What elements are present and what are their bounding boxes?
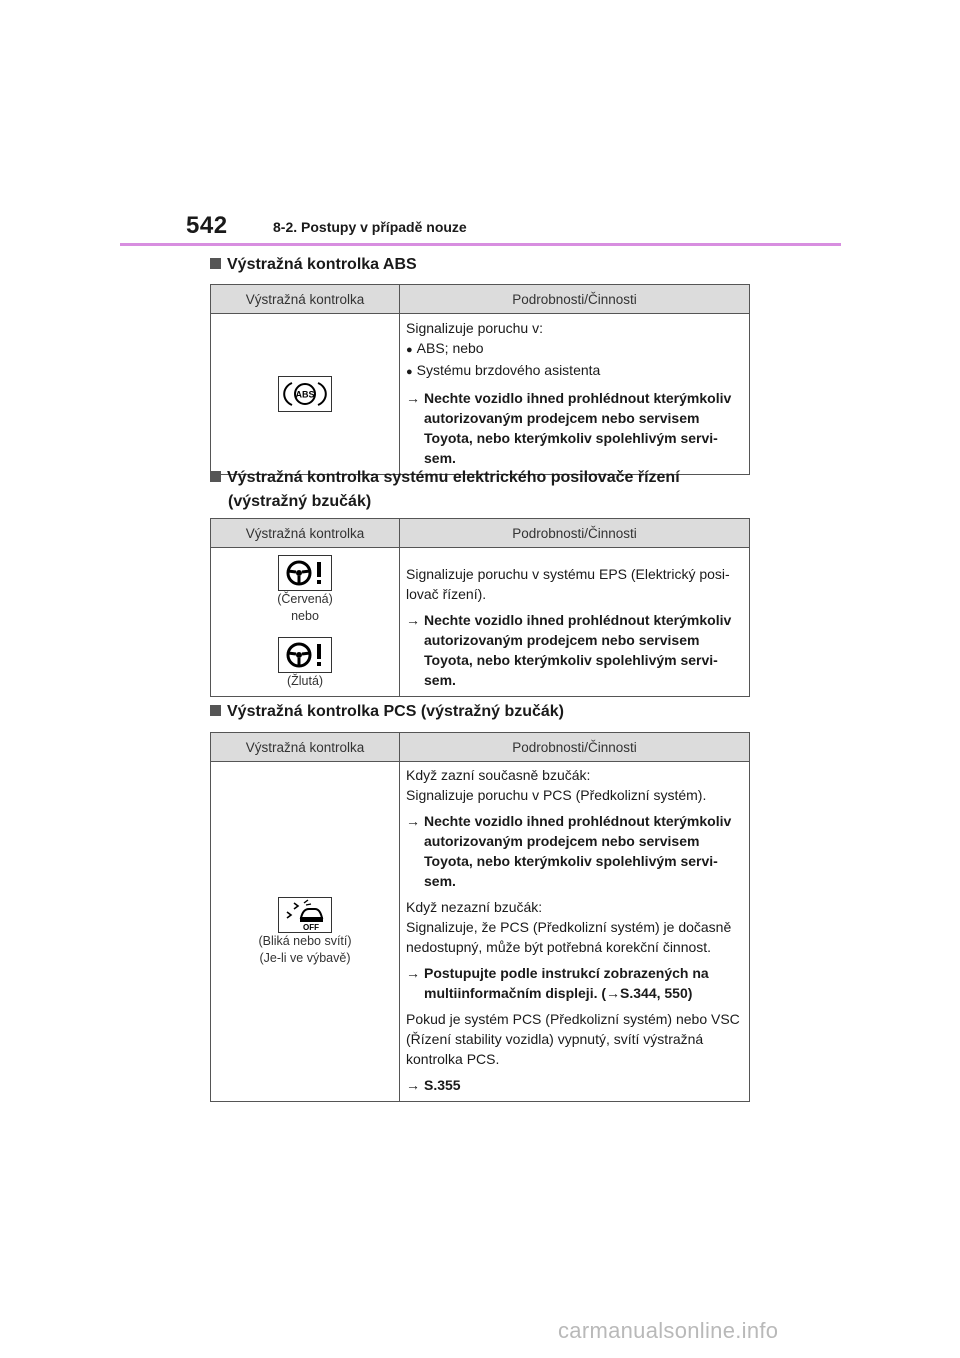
pcs-action-1-text: Nechte vozidlo ihned prohlédnout kterýmkoliv autorizovaným prodejcem nebo servisem Toyota, nebo kterýmkoliv spolehlivým servi-sem. bbox=[424, 813, 732, 889]
table-header-details: Podrobnosti/Činnosti bbox=[400, 733, 750, 762]
abs-bullet-1: ● ABS; nebo bbox=[406, 338, 743, 360]
abs-details-cell bbox=[400, 314, 750, 475]
eps-detail: Signalizuje poruchu v systému EPS (Elektrický posi-lovač řízení). bbox=[406, 566, 730, 602]
arrow-icon: → bbox=[406, 813, 420, 829]
caption-or: nebo bbox=[291, 608, 319, 623]
pcs-caption-2: (Je-li ve výbavě) bbox=[259, 950, 351, 965]
pcs-p1-line1: Když zazní současně bzučák: bbox=[406, 767, 591, 783]
steering-warning-icon-red bbox=[278, 555, 332, 591]
abs-warning-icon bbox=[278, 376, 332, 412]
table-header-indicator: Výstražná kontrolka bbox=[211, 285, 400, 314]
pcs-p2-line1: Když nezazní bzučák: bbox=[406, 899, 543, 915]
section-heading-text: Výstražná kontrolka PCS (výstražný bzučák) bbox=[227, 703, 565, 720]
table-header-indicator: Výstražná kontrolka bbox=[211, 733, 400, 762]
table-header-details: Podrobnosti/Činnosti bbox=[400, 519, 750, 548]
pcs-caption-1: (Bliká nebo svítí) bbox=[258, 933, 352, 948]
pcs-off-icon bbox=[278, 897, 332, 933]
eps-warning-table bbox=[210, 518, 750, 697]
svg-text:ABS: ABS bbox=[295, 389, 315, 400]
section-heading-abs bbox=[210, 253, 417, 277]
watermark: carmanualsonline.info bbox=[558, 1318, 779, 1343]
pcs-icon-cell bbox=[211, 762, 400, 1102]
pcs-action-1 bbox=[406, 811, 743, 891]
pcs-action-3-text: S.355 bbox=[424, 1077, 461, 1093]
arrow-icon: → bbox=[406, 965, 420, 981]
section-heading-text-2: (výstražný bzučák) bbox=[228, 493, 372, 510]
pcs-p1-line2: Signalizuje poruchu v PCS (Předkolizní systém). bbox=[406, 787, 707, 803]
table-header-details: Podrobnosti/Činnosti bbox=[400, 285, 750, 314]
chapter-title: 8-2. Postupy v případě nouze bbox=[273, 219, 467, 235]
pcs-p3: Pokud je systém PCS (Předkolizní systém) nebo VSC (Řízení stability vozidla) vypnutý, svítí výstražná kontrolka PCS. bbox=[406, 1011, 740, 1067]
steering-warning-icon-yellow bbox=[278, 637, 332, 673]
caption-red: (Červená) bbox=[277, 591, 333, 606]
pcs-action-2-text: Postupujte podle instrukcí zobrazených na multiinformačním displeji. (→S.344, 550) bbox=[424, 965, 709, 1001]
pcs-warning-table bbox=[210, 732, 750, 1102]
pcs-details-cell bbox=[400, 762, 750, 1102]
arrow-icon: → bbox=[406, 612, 420, 628]
page-number: 542 bbox=[186, 212, 228, 239]
pcs-p2-line2: Signalizuje, že PCS (Předkolizní systém) je dočasně nedostupný, může být potřebná korekční činnost. bbox=[406, 919, 732, 955]
section-heading-pcs bbox=[210, 700, 564, 724]
table-header-indicator: Výstražná kontrolka bbox=[211, 519, 400, 548]
abs-icon-cell bbox=[211, 314, 400, 475]
caption-yellow: (Žlutá) bbox=[286, 673, 324, 688]
eps-icon-cell bbox=[211, 548, 400, 697]
pcs-off-label: OFF bbox=[303, 922, 319, 932]
eps-details-cell bbox=[400, 548, 750, 697]
abs-intro: Signalizuje poruchu v: bbox=[406, 320, 543, 336]
header-divider bbox=[120, 243, 841, 246]
section-heading-text: Výstražná kontrolka ABS bbox=[227, 256, 417, 273]
abs-action bbox=[406, 388, 743, 468]
abs-action-text: Nechte vozidlo ihned prohlédnout kterýmkoliv autorizovaným prodejcem nebo servisem Toyota, nebo kterýmkoliv spolehlivým servi-sem. bbox=[424, 390, 732, 466]
abs-bullet-2: ● Systému brzdového asistenta bbox=[406, 360, 743, 382]
arrow-icon: → bbox=[406, 390, 420, 406]
eps-action-text: Nechte vozidlo ihned prohlédnout kterýmkoliv autorizovaným prodejcem nebo servisem Toyota, nebo kterýmkoliv spolehlivým servi-sem. bbox=[424, 612, 732, 688]
abs-warning-table bbox=[210, 284, 750, 475]
square-bullet-icon bbox=[210, 258, 221, 269]
eps-action bbox=[406, 610, 743, 690]
arrow-icon: → bbox=[406, 1077, 420, 1093]
pcs-action-2 bbox=[406, 963, 743, 1003]
square-bullet-icon bbox=[210, 705, 221, 716]
square-bullet-icon bbox=[210, 471, 221, 482]
section-heading-eps bbox=[210, 466, 680, 514]
pcs-action-3 bbox=[406, 1075, 743, 1095]
section-heading-text: Výstražná kontrolka systému elektrického posilovače řízení bbox=[227, 469, 680, 486]
